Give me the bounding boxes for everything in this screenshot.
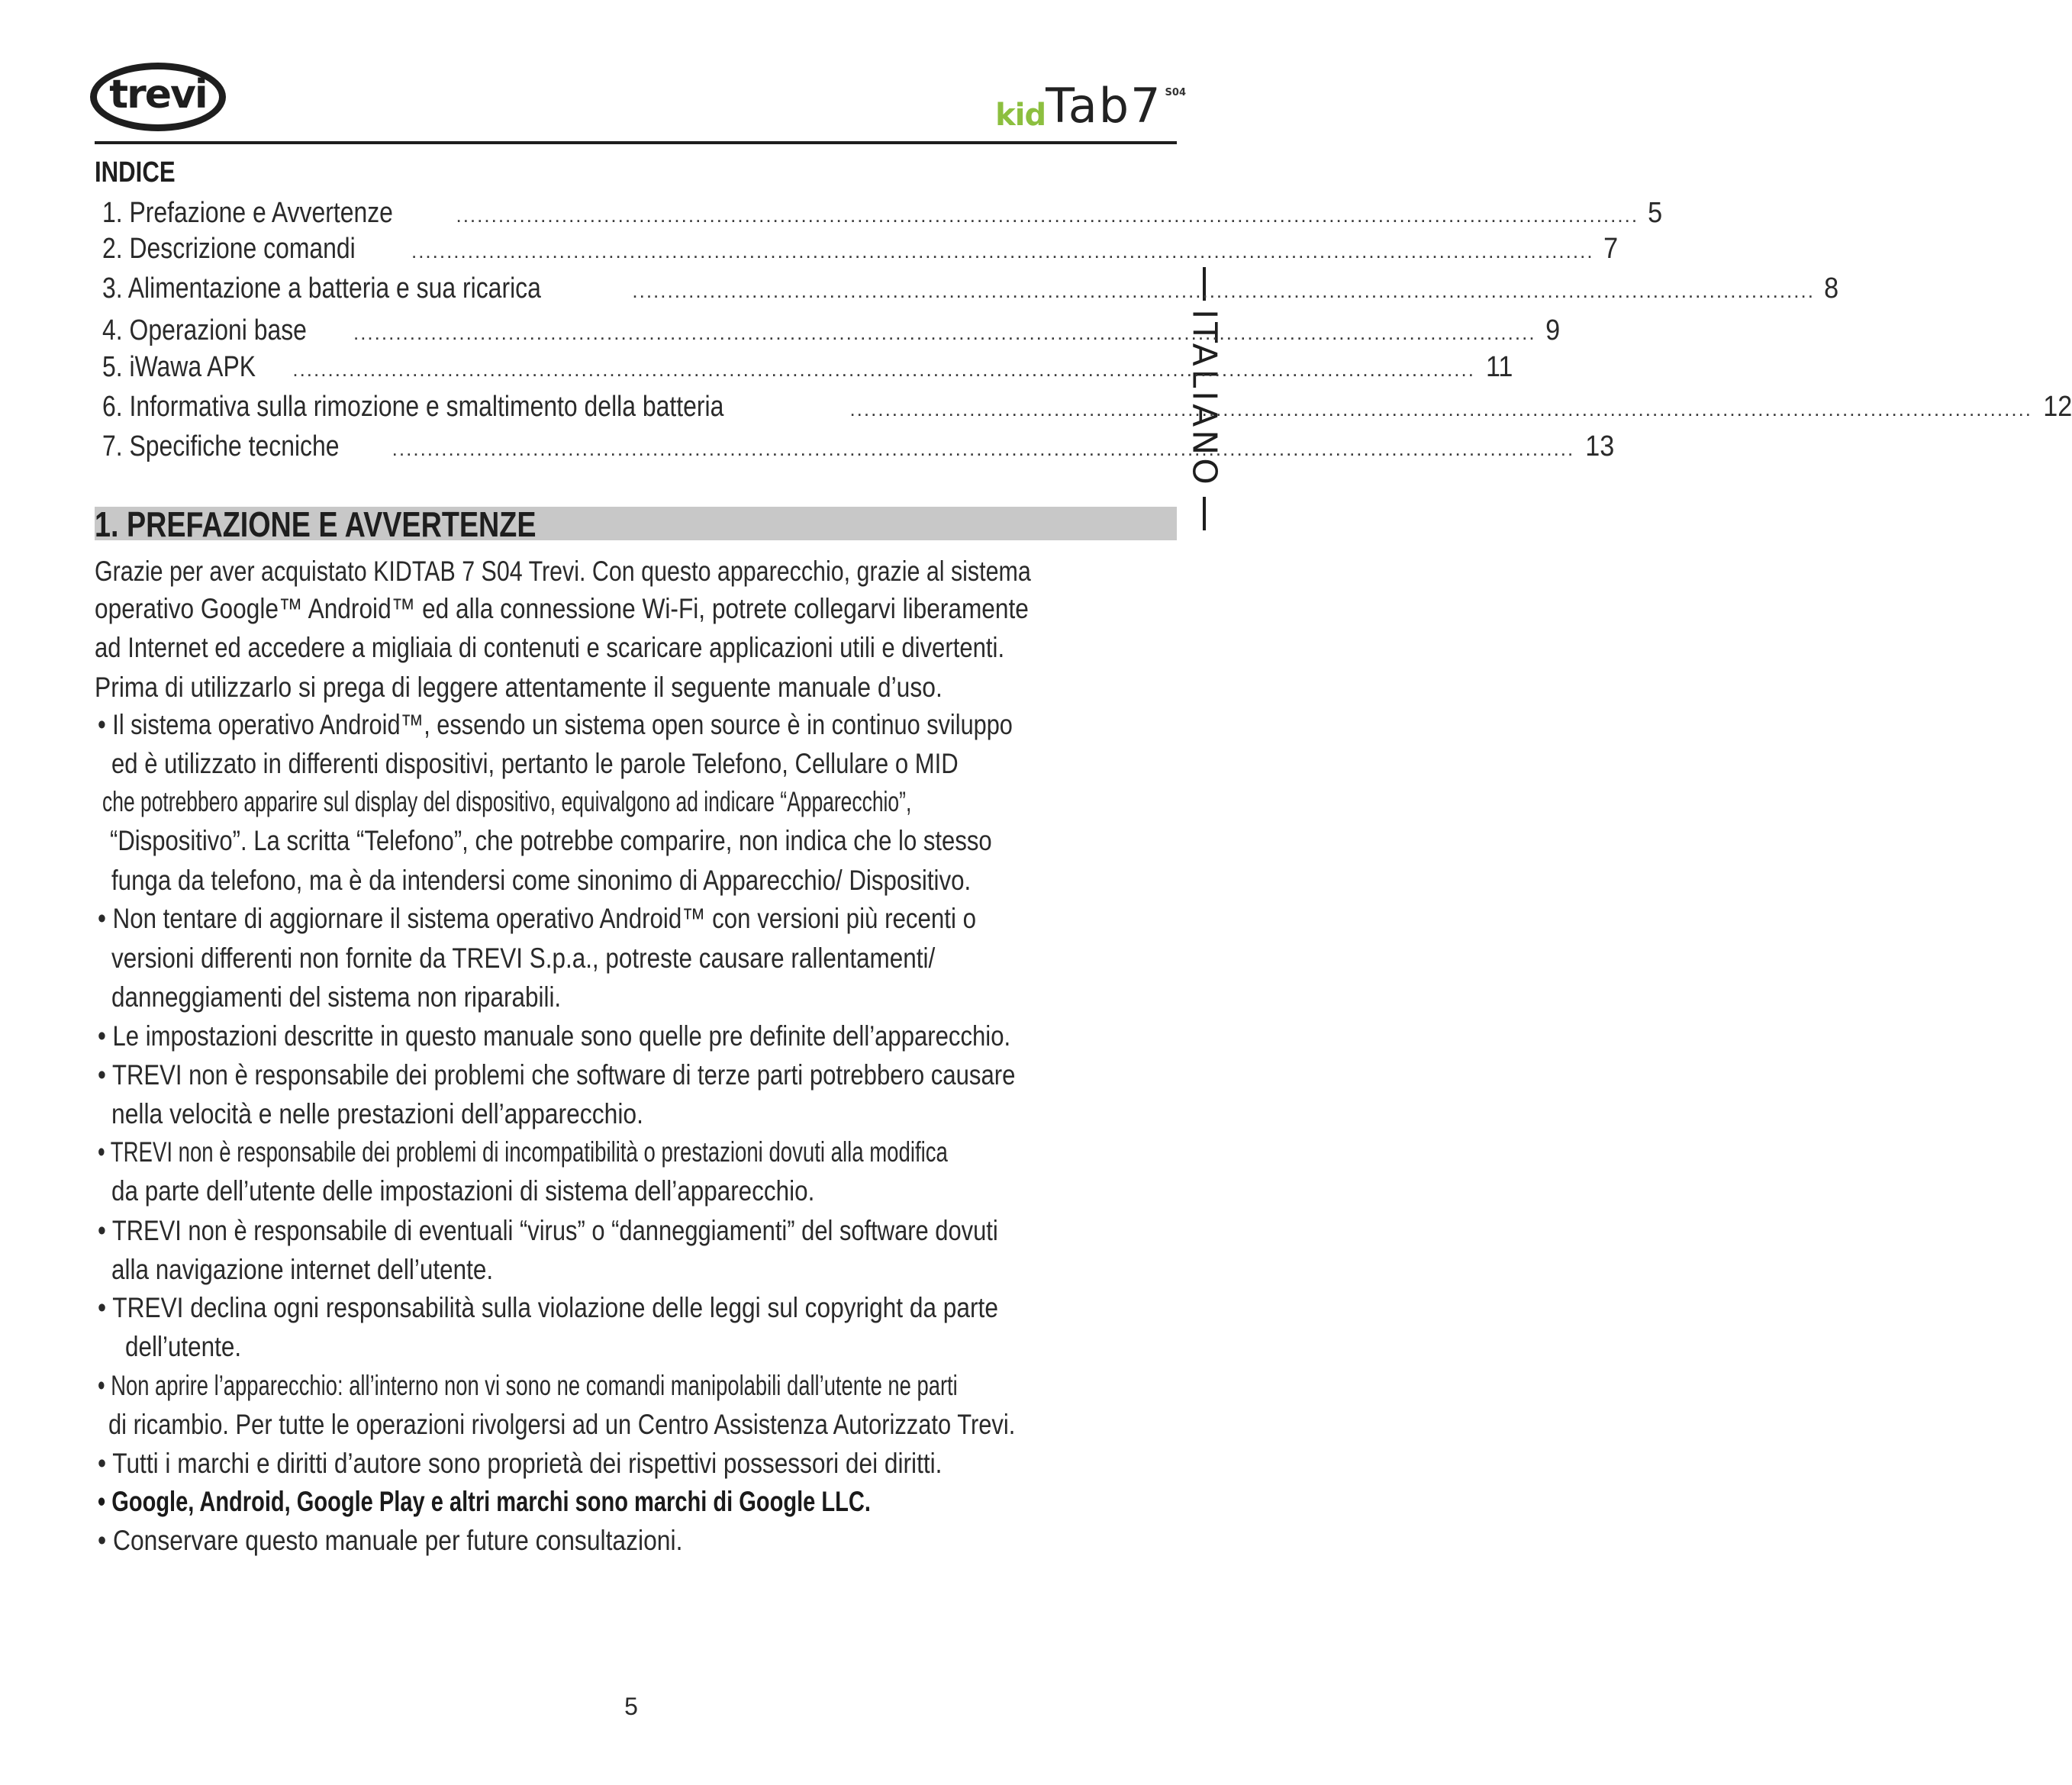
toc-leader: ........................................................................................................................................................................: [456, 204, 1639, 227]
toc-entry-page: 8: [1824, 272, 1839, 304]
bullet-line: dell’utente.: [125, 1331, 242, 1362]
toc-entry-label: 1. Prefazione e Avvertenze: [102, 197, 393, 229]
toc-entry: [102, 197, 1663, 230]
toc-entry: [102, 430, 1615, 464]
trevi-logo: [90, 63, 226, 131]
bullet-line: funga da telefono, ma è da intendersi come sinonimo di Apparecchio/ Dispositivo.: [111, 865, 972, 896]
toc-entry-label: 4. Operazioni base: [102, 314, 307, 346]
bullet-line: • TREVI declina ogni responsabilità sulla violazione delle leggi sul copyright da parte: [98, 1292, 998, 1323]
toc-entry-page: 5: [1648, 197, 1663, 229]
bullet-line: • Le impostazioni descritte in questo manuale sono quelle pre definite dell’apparecchio.: [98, 1020, 1011, 1052]
bullet-line: che potrebbero apparire sul display del dispositivo, equivalgono ad indicare “Apparecchio”,: [102, 786, 912, 817]
toc-entry-page: 7: [1603, 233, 1618, 265]
bullet-line: • Non aprire l’apparecchio: all’interno non vi sono ne comandi manipolabili dall’utente ne parti: [98, 1370, 958, 1401]
bullet-line: alla navigazione internet dell’utente.: [111, 1254, 494, 1285]
bullet-line: da parte dell’utente delle impostazioni di sistema dell’apparecchio.: [111, 1175, 815, 1207]
bullet-line: • TREVI non è responsabile dei problemi di incompatibilità o prestazioni dovuti alla modifica: [98, 1136, 948, 1168]
language-label: ITALIANO: [1184, 309, 1224, 488]
bullet-line: • Tutti i marchi e diritti d’autore sono proprietà dei rispettivi possessori dei diritti.: [98, 1448, 943, 1479]
toc-entry-label: 7. Specifiche tecniche: [102, 430, 340, 462]
toc-leader: ........................................................................................................................................................................: [411, 240, 1594, 263]
bullet-line: • Il sistema operativo Android™, essendo un sistema open source è in continuo sviluppo: [98, 709, 1013, 740]
bullet-line: • Conservare questo manuale per future consultazioni.: [98, 1525, 683, 1556]
toc-entry-page: 11: [1485, 351, 1513, 383]
page-number: 5: [624, 1693, 638, 1720]
toc-leader: ........................................................................................................................................................................: [849, 398, 2033, 420]
intro-line: Grazie per aver acquistato KIDTAB 7 S04 Trevi. Con questo apparecchio, grazie al sistema: [95, 556, 1031, 587]
toc-entry-label: 5. iWawa APK: [102, 351, 256, 383]
bullet-line: • TREVI non è responsabile dei problemi che software di terze parti potrebbero causare: [98, 1059, 1016, 1091]
section-heading: 1. PREFAZIONE E AVVERTENZE: [95, 504, 537, 544]
toc-entry: [102, 314, 1560, 348]
toc-leader: ........................................................................................................................................................................: [392, 437, 1575, 460]
toc-entry-page: 9: [1545, 314, 1560, 346]
toc-leader: ........................................................................................................................................................................: [632, 279, 1815, 302]
product-logo: [995, 78, 1186, 136]
intro-line: operativo Google™ Android™ ed alla connessione Wi-Fi, potrete collegarvi liberamente: [95, 593, 1029, 624]
toc-entry: [102, 233, 1618, 266]
toc-title: INDICE: [95, 156, 176, 188]
product-prefix: kid: [995, 98, 1046, 133]
product-name: Tab7: [1046, 78, 1162, 134]
intro-line: ad Internet ed accedere a migliaia di contenuti e scaricare applicazioni utili e divertenti.: [95, 632, 1005, 663]
bullet-line: ed è utilizzato in differenti dispositivi, pertanto le parole Telefono, Cellulare o MID: [111, 748, 959, 779]
toc-entry-label: 3. Alimentazione a batteria e sua ricarica: [102, 272, 541, 304]
bullet-line: di ricambio. Per tutte le operazioni rivolgersi ad un Centro Assistenza Autorizzato Trevi.: [108, 1409, 1016, 1440]
toc-leader: ........................................................................................................................................................................: [292, 358, 1475, 381]
toc-entry-page: 13: [1585, 430, 1615, 462]
toc-entry-label: 2. Descrizione comandi: [102, 233, 356, 265]
toc-entry-page: 12: [2043, 391, 2072, 423]
header-divider: [95, 141, 1177, 144]
toc-entry: [102, 351, 1513, 385]
toc-entry-label: 6. Informativa sulla rimozione e smaltimento della batteria: [102, 391, 724, 423]
bullet-line: versioni differenti non fornite da TREVI S.p.a., potreste causare rallentamenti/: [111, 942, 936, 974]
section-heading-bar: [95, 504, 1177, 544]
side-tab-bar-bottom: [1203, 497, 1206, 530]
bullet-line-bold: • Google, Android, Google Play e altri marchi sono marchi di Google LLC.: [98, 1486, 871, 1517]
bullet-line: danneggiamenti del sistema non riparabili.: [111, 981, 562, 1013]
toc-entry: [102, 272, 1839, 306]
toc-leader: ........................................................................................................................................................................: [353, 321, 1536, 344]
bullet-line: “Dispositivo”. La scritta “Telefono”, che potrebbe comparire, non indica che lo stesso: [110, 825, 992, 856]
toc-entry: [102, 391, 2072, 424]
bullet-line: • TREVI non è responsabile di eventuali “virus” o “danneggiamenti” del software dovuti: [98, 1215, 998, 1246]
bullet-line: • Non tentare di aggiornare il sistema operativo Android™ con versioni più recenti o: [98, 903, 977, 934]
trevi-logo-text: trevi: [109, 72, 207, 118]
bullet-line: nella velocità e nelle prestazioni dell’apparecchio.: [111, 1098, 643, 1129]
product-model: S04: [1165, 87, 1186, 98]
intro-line: Prima di utilizzarlo si prega di leggere attentamente il seguente manuale d’uso.: [95, 672, 943, 703]
